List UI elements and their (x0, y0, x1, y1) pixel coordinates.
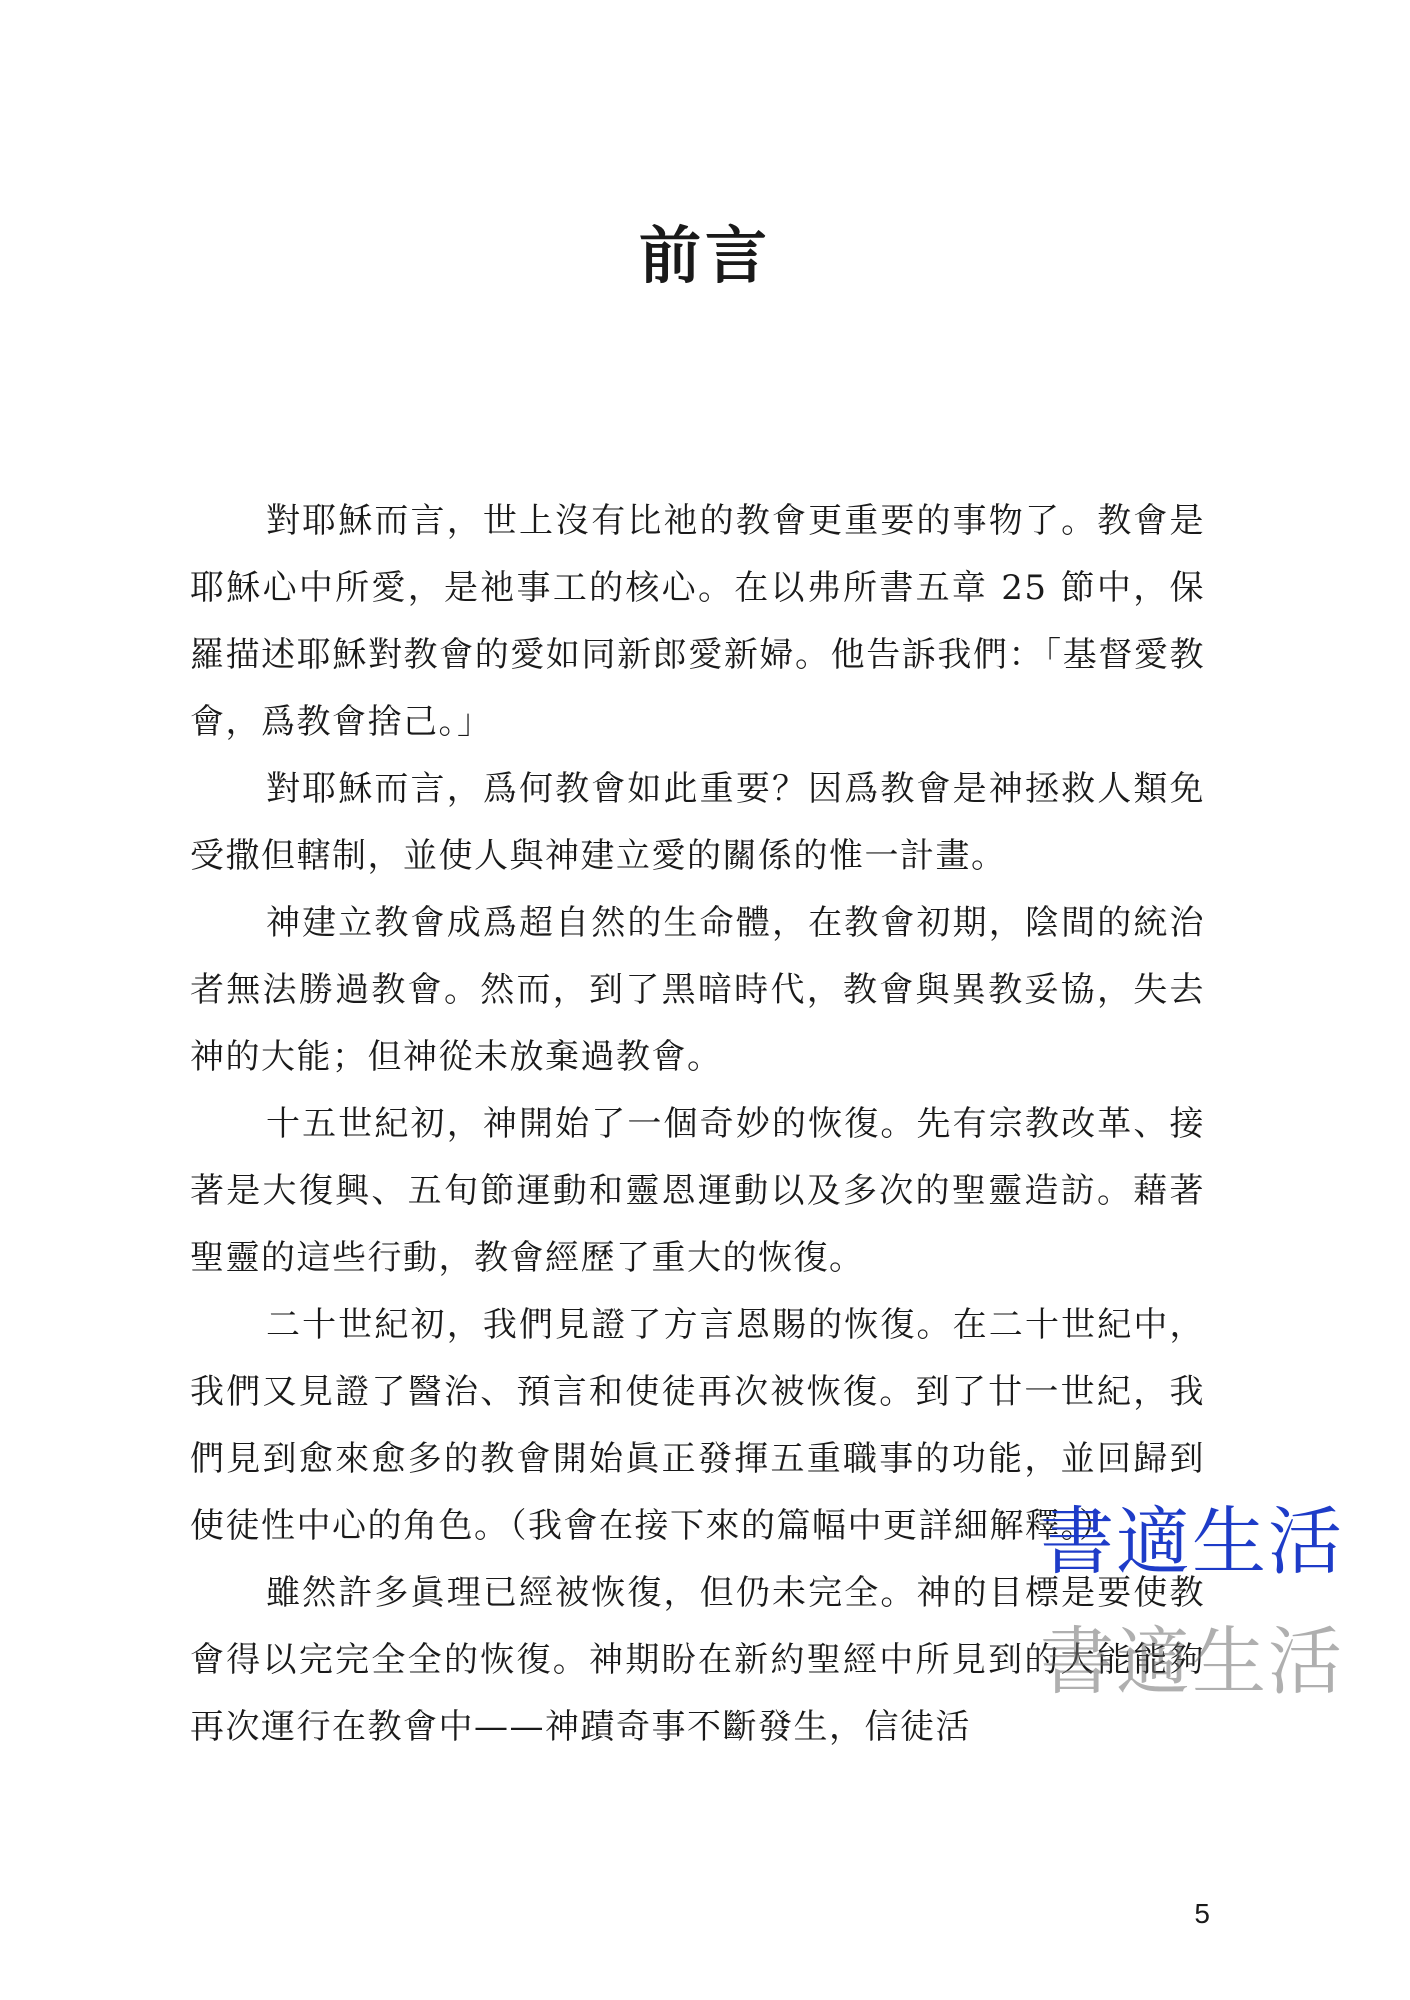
paragraph-6: 雖然許多眞理已經被恢復，但仍未完全。神的目標是要使教會得以完完全全的恢復。神期盼在新約聖經中所見到的大能能夠再次運行在教會中——神蹟奇事不斷發生，信徒活 (190, 1573, 1205, 1747)
chapter-title: 前言 (638, 219, 771, 292)
page-number: 5 (1194, 1898, 1210, 1929)
paragraph-5: 二十世紀初，我們見證了方言恩賜的恢復。在二十世紀中，我們又見證了醫治、預言和使徒再次被恢復。到了廿一世紀，我們見到愈來愈多的教會開始眞正發揮五重職事的功能，並回歸到使徒性中心的角色。（我會在接下來的篇幅中更詳細解釋。） (190, 1305, 1205, 1546)
paragraph-3: 神建立教會成爲超自然的生命體，在教會初期，陰間的統治者無法勝過教會。然而，到了黑暗時代，教會與異教妥協，失去神的大能；但神從未放棄過教會。 (190, 903, 1205, 1077)
paragraph-4: 十五世紀初，神開始了一個奇妙的恢復。先有宗教改革、接著是大復興、五旬節運動和靈恩運動以及多次的聖靈造訪。藉著聖靈的這些行動，教會經歷了重大的恢復。 (190, 1104, 1205, 1278)
watermark-secondary: 書適生活 (1040, 1619, 1344, 1705)
paragraph-1: 對耶穌而言，世上沒有比祂的教會更重要的事物了。教會是耶穌心中所愛，是祂事工的核心。在以弗所書五章 25 節中，保羅描述耶穌對教會的愛如同新郎愛新婦。他告訴我們：「基督愛教會，爲教會捨己。」 (190, 501, 1205, 742)
paragraph-2: 對耶穌而言，爲何教會如此重要？因爲教會是神拯救人類免受撒但轄制，並使人與神建立愛的關係的惟一計畫。 (190, 769, 1205, 876)
watermark-primary: 書適生活 (1040, 1499, 1344, 1585)
